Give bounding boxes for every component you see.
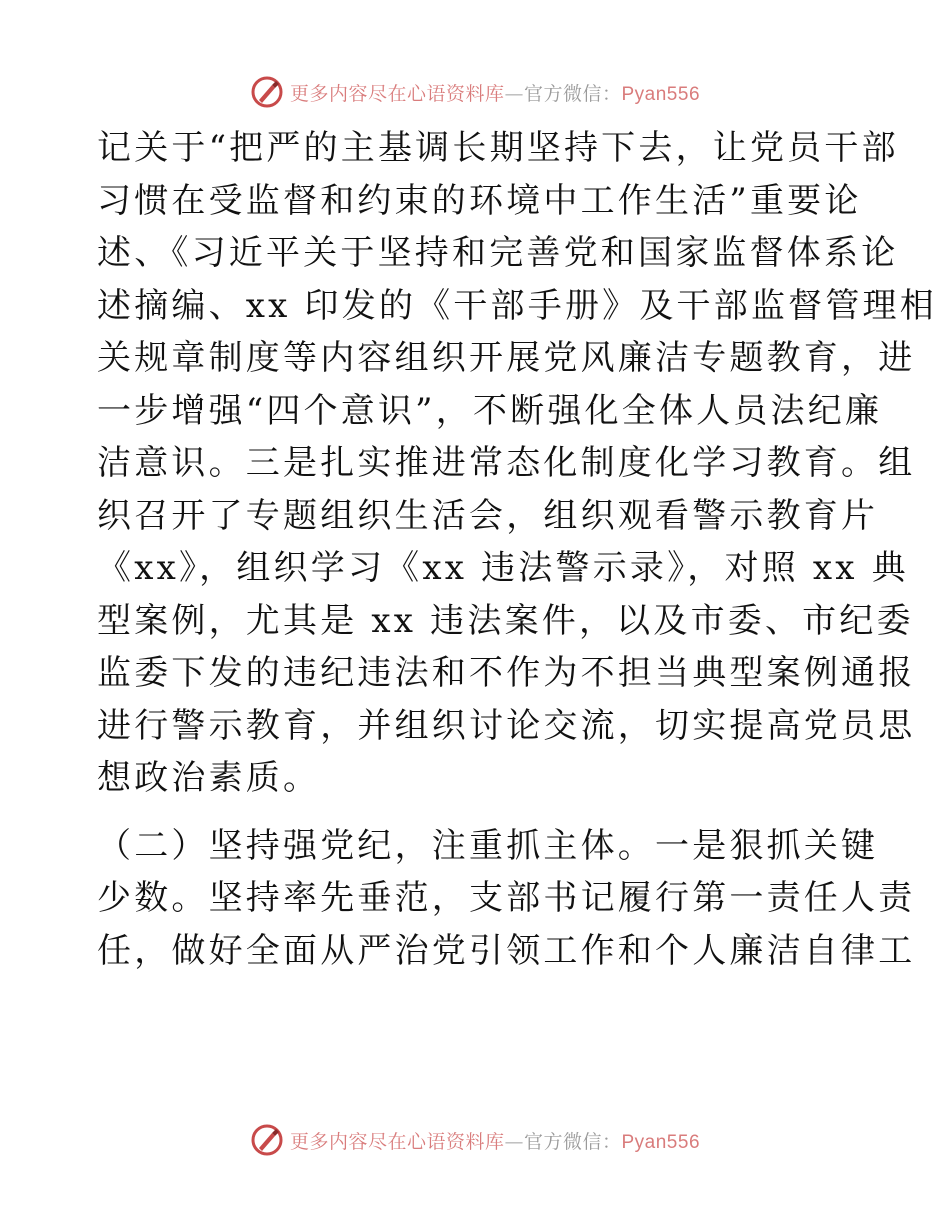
text-line: （二）坚持强党纪，注重抓主体。一是狠抓关键 [97, 825, 879, 866]
text-line: 织召开了专题组织生活会，组织观看警示教育片 [97, 495, 879, 536]
watermark-site: 更多内容尽在心语资料库 [289, 1130, 505, 1153]
watermark-label: 官方微信： [523, 82, 622, 105]
pen-logo-icon [250, 75, 284, 109]
text-line: 述摘编、xx 印发的《干部手册》及干部监督管理相 [97, 285, 937, 326]
text-line: 洁意识。三是扎实推进常态化制度化学习教育。组 [97, 443, 916, 483]
watermark-dash: — [504, 82, 524, 105]
watermark-text [290, 79, 700, 106]
text-line: 记关于“把严的主基调长期坚持下去，让党员干部 [97, 128, 899, 168]
pen-logo-icon [250, 1123, 284, 1157]
text-line: 关规章制度等内容组织开展党风廉洁专题教育，进 [97, 338, 916, 378]
text-line: 少数。坚持率先垂范，支部书记履行第一责任人责 [97, 878, 916, 918]
text-line: 任，做好全面从严治党引领工作和个人廉洁自律工 [97, 930, 916, 971]
footer-watermark [0, 1120, 950, 1160]
document-body [97, 122, 937, 977]
text-line: 型案例，尤其是 xx 违法案件，以及市委、市纪委 [97, 600, 914, 641]
paragraph-spacer [97, 805, 857, 820]
text-line: 想政治素质。 [97, 758, 321, 798]
text-line: 习惯在受监督和约束的环境中工作生活”重要论 [97, 180, 862, 221]
paragraph-2 [97, 820, 916, 978]
text-line: 监委下发的违纪违法和不作为不担当典型案例通报 [97, 653, 916, 693]
watermark-text [290, 1127, 700, 1154]
watermark-dash: — [504, 1130, 524, 1153]
text-line: 进行警示教育，并组织讨论交流，切实提高党员思 [97, 705, 916, 746]
text-line: 《xx》，组织学习《xx 违法警示录》，对照 xx 典 [97, 548, 909, 588]
text-line: 一步增强“四个意识”，不断强化全体人员法纪廉 [97, 390, 883, 431]
watermark-site: 更多内容尽在心语资料库 [289, 82, 505, 105]
text-line: 述、《习近平关于坚持和完善党和国家监督体系论 [97, 233, 899, 273]
watermark-wechat-id: Pyan556 [621, 83, 701, 105]
watermark-wechat-id: Pyan556 [621, 1131, 701, 1153]
watermark-label: 官方微信： [523, 1130, 622, 1153]
header-watermark [0, 72, 950, 112]
paragraph-1 [97, 122, 937, 805]
